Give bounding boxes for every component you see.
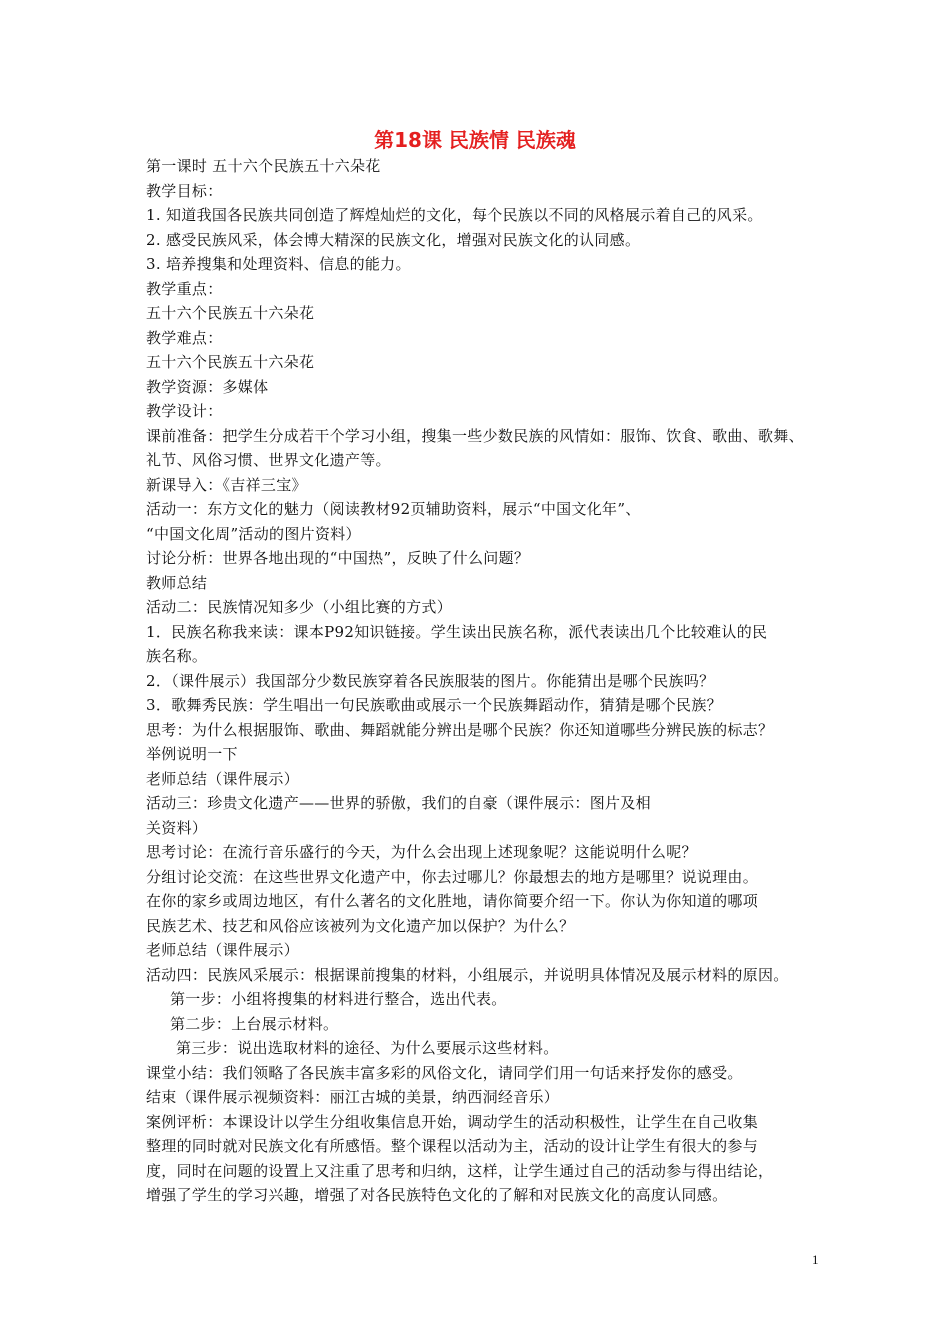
text-line: 第三步：说出选取材料的途径、为什么要展示这些材料。 [176,1039,559,1057]
text-line: 第一课时 五十六个民族五十六朵花 [146,157,381,175]
text-line: 第一步：小组将搜集的材料进行整合，选出代表。 [170,990,507,1008]
text-line: 增强了学生的学习兴趣，增强了对各民族特色文化的了解和对民族文化的高度认同感。 [146,1186,728,1204]
text-line: 课堂小结：我们领略了各民族丰富多彩的风俗文化，请同学们用一句话来抒发你的感受。 [146,1063,743,1082]
text-line: 2．（课件展示）我国部分少数民族穿着各民族服装的图片。你能猜出是哪个民族吗？ [146,671,715,690]
text-line: 课前准备：把学生分成若干个学习小组，搜集一些少数民族的风情如：服饰、饮食、歌曲、歌舞、 [146,426,804,445]
text-line: 1．民族名称我来读：课本P92知识链接。学生读出民族名称，派代表读出几个比较难认的民 [146,622,768,641]
text-line: 活动三：珍贵文化遗产——世界的骄傲，我们的自豪（课件展示：图片及相 [146,794,651,812]
text-line: 3．歌舞秀民族：学生唱出一句民族歌曲或展示一个民族舞蹈动作，猜猜是哪个民族？ [146,696,722,714]
text-line: 族名称。 [146,647,208,665]
text-line: 思考：为什么根据服饰、歌曲、舞蹈就能分辨出是哪个民族？你还知道哪些分辨民族的标志？ [146,720,774,739]
text-line: 讨论分析：世界各地出现的“中国热”，反映了什么问题？ [146,549,530,567]
text-line: 1. 知道我国各民族共同创造了辉煌灿烂的文化，每个民族以不同的风格展示着自己的风采。 [146,206,763,224]
text-line: 思考讨论：在流行音乐盛行的今天，为什么会出现上述现象呢？这能说明什么呢？ [146,843,697,861]
text-line: 老师总结（课件展示） [146,941,300,959]
text-line: 分组讨论交流：在这些世界文化遗产中，你去过哪儿？你最想去的地方是哪里？说说理由。 [146,867,759,886]
text-line: 教师总结 [146,573,208,592]
text-line: 活动四：民族风采展示：根据课前搜集的材料，小组展示，并说明具体情况及展示材料的原因。 [146,965,789,984]
text-line: 民族艺术、技艺和风俗应该被列为文化遗产加以保护？为什么？ [146,916,575,935]
text-line: 活动一：东方文化的魅力（阅读教材92页辅助资料，展示“中国文化年”、 [146,500,641,518]
text-line: 度，同时在问题的设置上又注重了思考和归纳，这样，让学生通过自己的活动参与得出结论， [146,1161,774,1180]
text-line: 关资料） [146,818,208,837]
text-line: 老师总结（课件展示） [146,769,300,788]
text-line: 第二步：上台展示材料。 [170,1014,339,1033]
text-line: 五十六个民族五十六朵花 [146,353,315,371]
text-line: 活动二：民族情况知多少（小组比赛的方式） [146,598,453,616]
text-line: 教学资源：多媒体 [146,377,269,396]
text-line: 教学重点： [146,279,223,298]
page-number: 1 [812,1252,819,1267]
text-line: 新课导入：《吉祥三宝》 [146,475,307,494]
text-line: 五十六个民族五十六朵花 [146,304,315,322]
text-line: 2. 感受民族风采，体会博大精深的民族文化，增强对民族文化的认同感。 [146,230,641,249]
lesson-body [146,154,826,1208]
text-line: 结束（课件展示视频资料：丽江古城的美景，纳西洞经音乐） [146,1088,560,1106]
text-line: “中国文化周”活动的图片资料） [146,524,361,543]
text-line: 教学目标： [146,181,223,200]
lesson-title: 第18课 民族情 民族魂 [374,128,576,152]
text-line: 整理的同时就对民族文化有所感悟。整个课程以活动为主，活动的设计让学生有很大的参与 [146,1137,759,1155]
text-line: 3. 培养搜集和处理资料、信息的能力。 [146,255,411,273]
text-line: 案例评析：本课设计以学生分组收集信息开始，调动学生的活动积极性，让学生在自己收集 [146,1112,759,1131]
text-line: 在你的家乡或周边地区，有什么著名的文化胜地，请你简要介绍一下。你认为你知道的哪项 [146,892,759,910]
text-line: 礼节、风俗习惯、世界文化遗产等。 [146,451,391,469]
text-line: 举例说明一下 [146,745,238,763]
text-line: 教学设计： [146,402,223,420]
text-line: 教学难点： [146,328,223,347]
